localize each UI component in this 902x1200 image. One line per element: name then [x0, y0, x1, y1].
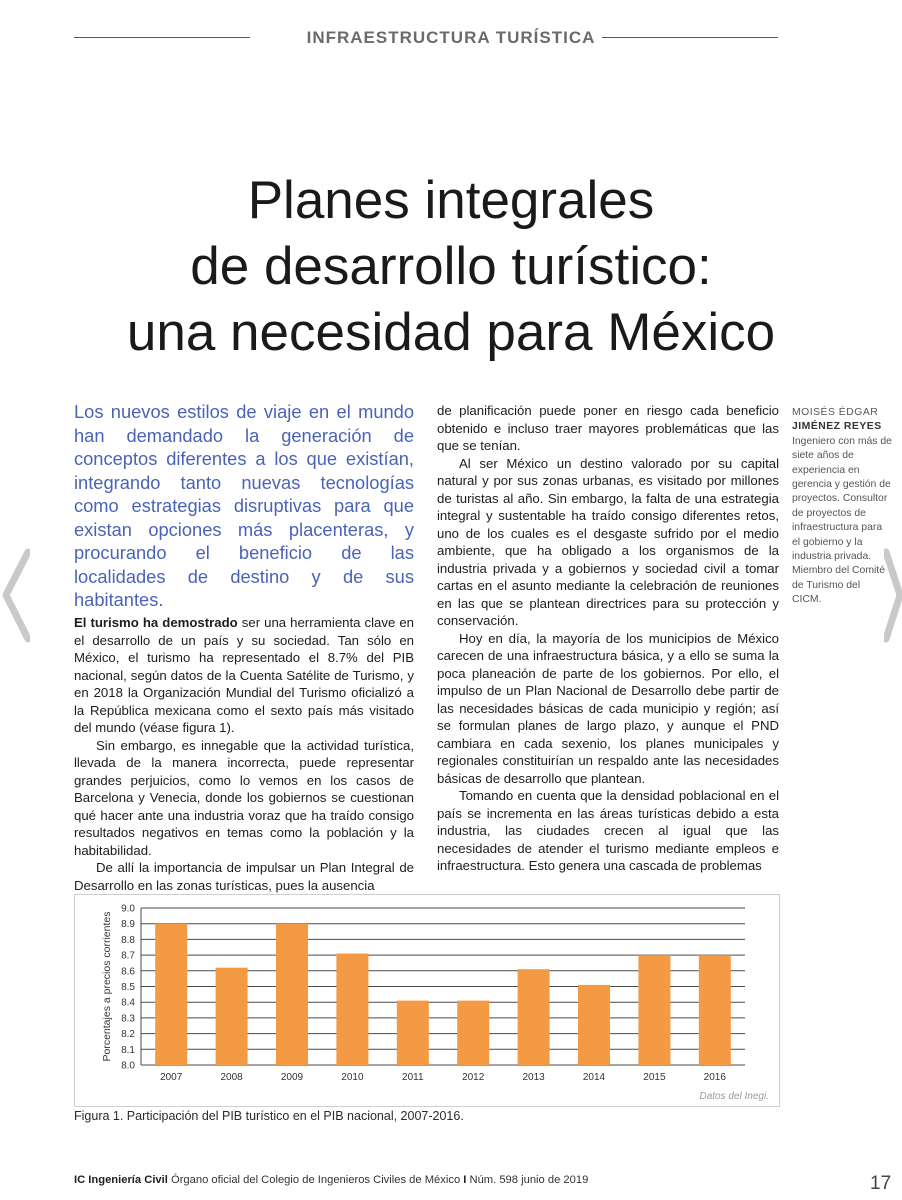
paragraph: Tomando en cuenta que la densidad poblacional en el país se incrementa en las áreas turísticas debido a esta industria, las ciudades crecen al igual que las necesidades de atender el turismo mediante empleos e infraestructura. Esto genera una cascada de problemas: [437, 788, 779, 873]
body-column-2: [437, 402, 779, 875]
article-title: [0, 168, 902, 366]
x-tick-label: 2016: [703, 1072, 726, 1083]
paragraph: Hoy en día, la mayoría de los municipios de México carecen de una infraestructura básica, y a ello se suma la poca planeación de parte de los gobiernos. Por ello, el impulso de un Plan Nacional de Desarrollo debe partir de las necesidades básicas de cada municipio y región; así se formulan planes de largo plazo, y aunque el PND cambiara en cada sexenio, los planes municipales y regionales constituirían un respaldo ante las necesidades básicas de desarrollo que plantean.: [437, 630, 779, 786]
section-label: INFRAESTRUCTURA TURÍSTICA: [306, 28, 596, 47]
y-tick-label: 9.0: [121, 903, 135, 915]
title-line-2: de desarrollo turístico:: [190, 237, 712, 296]
x-tick-label: 2015: [643, 1072, 666, 1083]
paragraph: [74, 614, 414, 737]
x-tick-label: 2008: [220, 1072, 243, 1083]
paragraph-text: ser una herramienta clave en el desarrollo de un país y su sociedad. Tan sólo en México, el turismo ha representado el 8.7% del PIB nacional, según datos de la Cuenta Satélite de Turismo, y en 2018 la Organización Mundial del Turismo oficializó a la República mexicana como el sexto país más visitado del mundo (véase figura 1).: [74, 615, 414, 735]
footer-issue: Núm. 598 junio de 2019: [466, 1174, 589, 1186]
x-tick-label: 2010: [341, 1072, 364, 1083]
x-tick-label: 2013: [522, 1072, 545, 1083]
paragraph: Al ser México un destino valorado por su capital natural y por sus zonas urbanas, es visitado por millones de turistas al año. Sin embargo, la falta de una estrategia integral y sustentable ha traído consigo diferentes retos, uno de los cuales es el desgaste sufrido por el medio ambiente, que ha obligado a los organismos de la industria privada y a gobiernos y sociedad civil a tomar cartas en el asunto mediante la celebración de reuniones en las que se plantean directrices para su protección y conservación.: [437, 455, 779, 628]
bar-2012: [457, 1001, 489, 1065]
y-tick-label: 8.7: [121, 950, 135, 962]
y-tick-label: 8.9: [121, 919, 135, 931]
bar-2007: [155, 924, 187, 1065]
footer-separator: I: [463, 1174, 467, 1186]
y-tick-label: 8.6: [121, 966, 135, 978]
author-last-names: JIMÉNEZ REYES: [792, 421, 882, 433]
y-tick-label: 8.5: [121, 982, 135, 993]
chart-frame: [74, 894, 780, 1107]
y-axis-label: Porcentajes a precios corrientes: [101, 911, 113, 1062]
bar-2008: [216, 968, 248, 1065]
bar-chart: [75, 895, 779, 1106]
y-tick-label: 8.1: [121, 1044, 135, 1056]
bar-2015: [638, 955, 670, 1065]
footer-brand: IC Ingeniería Civil: [74, 1174, 168, 1186]
y-tick-label: 8.0: [121, 1060, 135, 1072]
x-tick-label: 2012: [462, 1072, 485, 1083]
bar-2016: [699, 955, 731, 1065]
footer: [74, 1174, 588, 1186]
title-line-3: una necesidad para México: [126, 303, 776, 362]
bar-2011: [397, 1001, 429, 1065]
y-tick-label: 8.4: [121, 997, 135, 1009]
author-bio: Ingeniero con más de siete años de experiencia en gerencia y gestión de proyectos. Consultor de proyectos de infraestructura para el gobierno y la industria privada. Miembro del Comité de Turismo del CICM.: [792, 435, 892, 606]
bar-2014: [578, 985, 610, 1065]
title-line-1: Planes integrales: [247, 171, 655, 230]
figure-caption: Figura 1. Participación del PIB turístico en el PIB nacional, 2007-2016.: [74, 1109, 464, 1123]
lead-paragraph: Los nuevos estilos de viaje en el mundo han demandado la generación de conceptos diferentes a los que existían, integrando tanto nuevas tecnologías como estrategias disruptivas para que existan opciones más placenteras, y procurando el beneficio de las localidades de destino y de sus habitantes.: [74, 401, 414, 610]
x-tick-label: 2014: [582, 1072, 606, 1083]
paragraph: De allí la importancia de impulsar un Plan Integral de Desarrollo en las zonas turísticas, pues la ausencia: [74, 860, 414, 893]
bar-2009: [276, 924, 308, 1065]
paragraph: de planificación puede poner en riesgo cada beneficio obtenido e incluso traer mayores problemáticas que las que se tenían.: [437, 403, 779, 453]
bar-2013: [518, 969, 550, 1065]
bar-2010: [336, 954, 368, 1065]
paragraph: Sin embargo, es innegable que la actividad turística, llevada de la manera incorrecta, puede representar grandes perjuicios, como lo vemos en los casos de Barcelona y Venecia, donde los gobiernos se cuestionan qué hacer ante una industria voraz que ha traído consigo resultados negativos en temas como la población y la habitabilidad.: [74, 737, 414, 858]
chevron-left-icon: [0, 548, 30, 643]
y-tick-label: 8.3: [121, 1013, 135, 1025]
author-sidebar: [792, 406, 892, 608]
y-tick-label: 8.8: [121, 934, 135, 946]
page-number: 17: [870, 1173, 892, 1194]
body-column-1: [74, 614, 414, 894]
y-tick-label: 8.2: [121, 1029, 135, 1041]
author-first-names: MOISÉS ÉDGAR: [792, 407, 879, 418]
x-tick-label: 2009: [280, 1072, 304, 1083]
x-tick-label: 2007: [160, 1072, 183, 1083]
chart-source: Datos del Inegi.: [699, 1091, 769, 1102]
lead-in-bold: El turismo ha demostrado: [74, 615, 238, 630]
footer-organ: Órgano oficial del Colegio de Ingenieros Civiles de México: [167, 1174, 464, 1186]
x-tick-label: 2011: [402, 1072, 424, 1083]
